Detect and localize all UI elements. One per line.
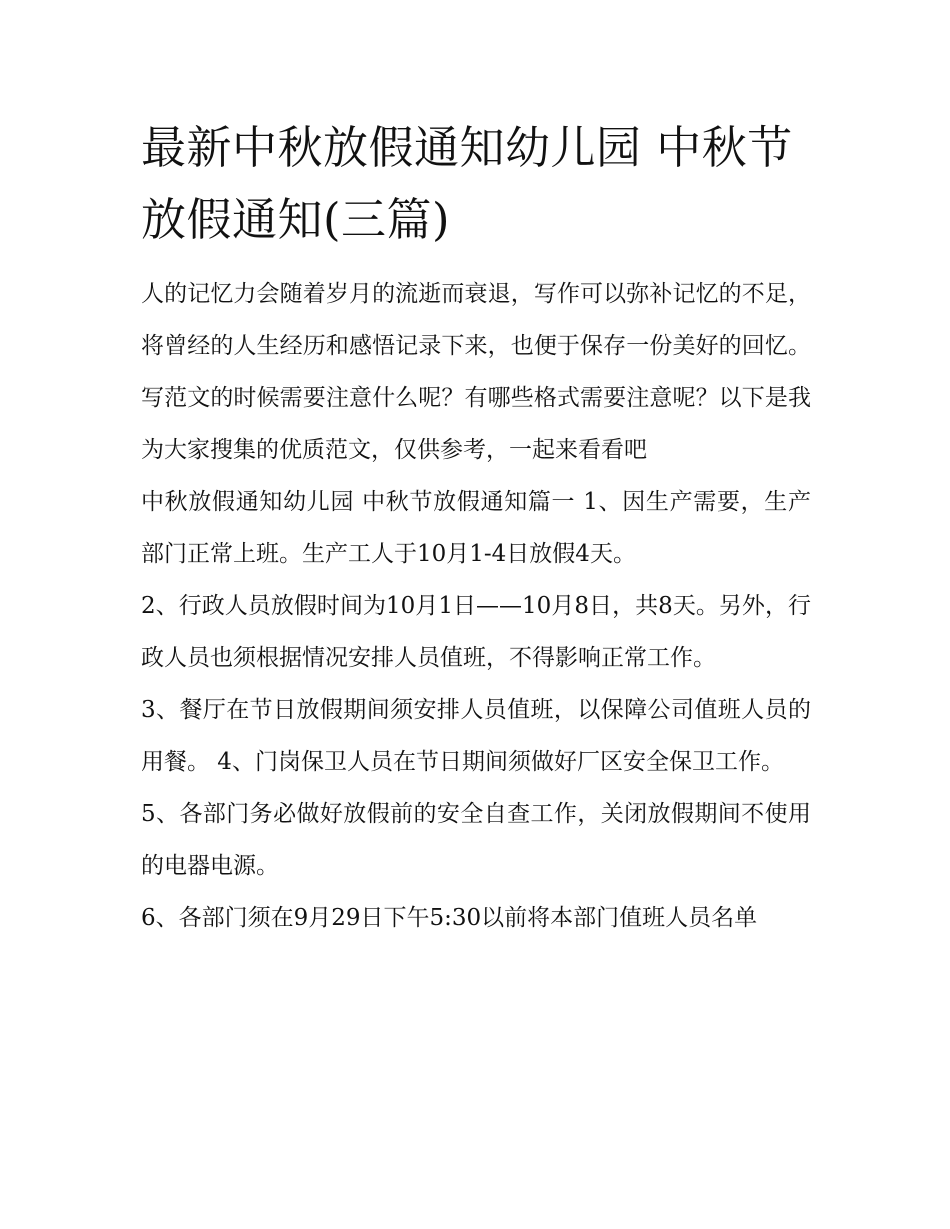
paragraph-item-3-4: 3、餐厅在节日放假期间须安排人员值班，以保障公司值班人员的用餐。 4、门岗保卫人员在节日期间须做好厂区安全保卫工作。 — [141, 697, 811, 775]
document-content — [141, 112, 811, 944]
document-title: 最新中秋放假通知幼儿园 中秋节放假通知(三篇) — [141, 121, 793, 246]
paragraph-item-1: 中秋放假通知幼儿园 中秋节放假通知篇一 1、因生产需要，生产部门正常上班。生产工人于10月1-4日放假4天。 — [141, 489, 811, 567]
paragraph-item-5: 5、各部门务必做好放假前的安全自查工作，关闭放假期间不使用的电器电源。 — [141, 801, 811, 879]
paragraph-item-6: 6、各部门须在9月29日下午5:30以前将本部门值班人员名单 — [141, 905, 758, 931]
paragraph-intro: 人的记忆力会随着岁月的流逝而衰退，写作可以弥补记忆的不足，将曾经的人生经历和感悟记录下来，也便于保存一份美好的回忆。写范文的时候需要注意什么呢？有哪些格式需要注意呢？以下是我为大家搜集的优质范文，仅供参考，一起来看看吧 — [141, 281, 811, 463]
paragraph-item-2: 2、行政人员放假时间为10月1日——10月8日，共8天。另外，行政人员也须根据情况安排人员值班，不得影响正常工作。 — [141, 593, 811, 671]
